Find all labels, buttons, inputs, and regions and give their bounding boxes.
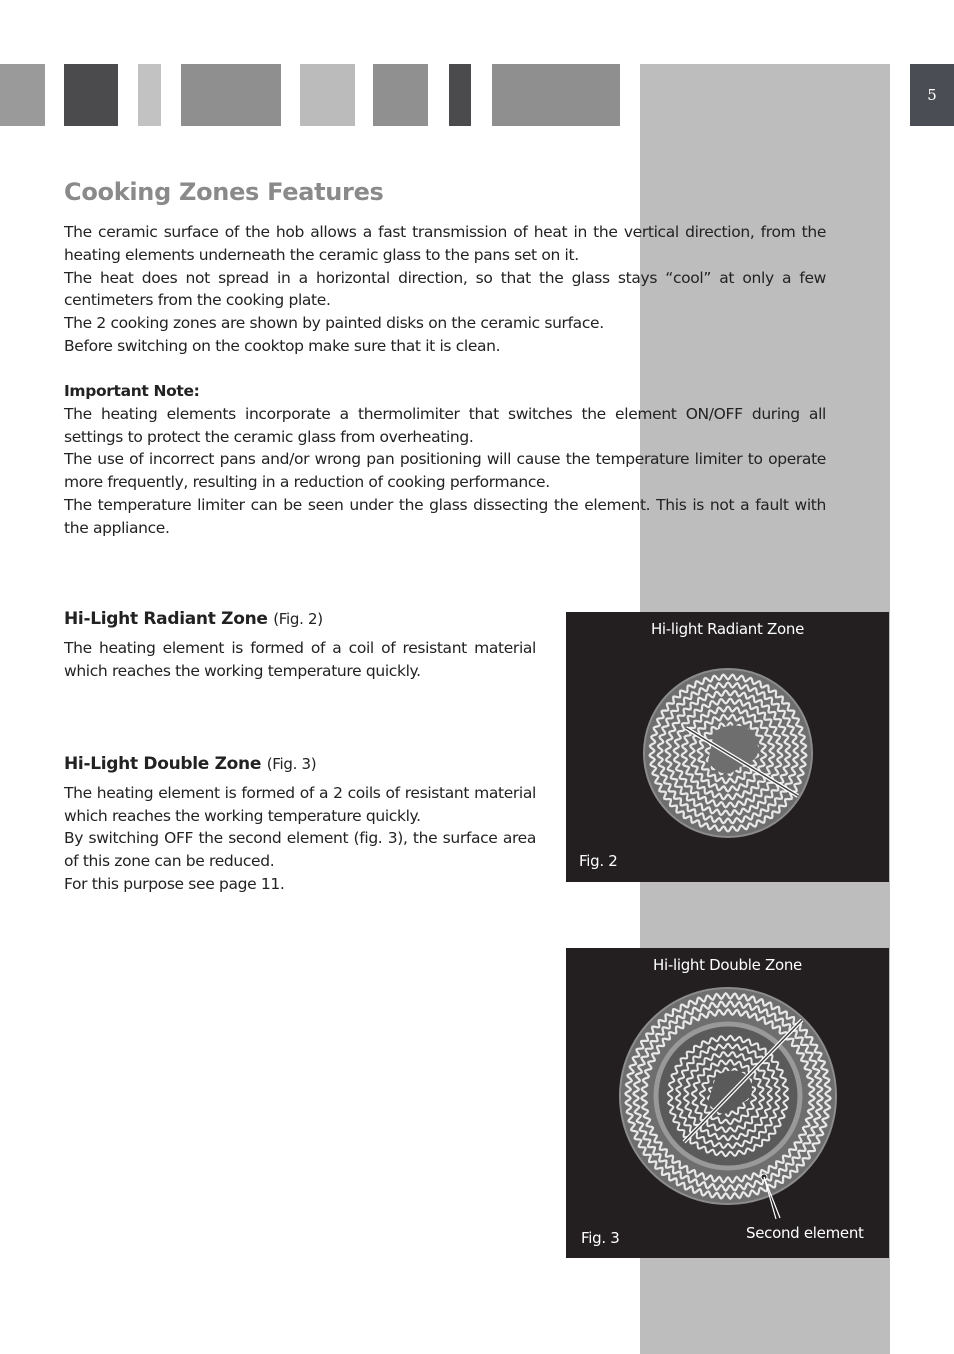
radiant-zone-heading [64, 608, 536, 631]
figure-2 [566, 612, 889, 882]
note-paragraph: The heating elements incorporate a thermolimiter that switches the element ON/OFF during all settings to protect the ceramic glass from overheating. [64, 404, 826, 446]
header-block-5 [300, 64, 355, 126]
intro-paragraph: The 2 cooking zones are shown by painted disks on the ceramic surface. [64, 314, 604, 333]
header-block-3 [138, 64, 161, 126]
double-zone-title: Hi-Light Double Zone [64, 754, 262, 774]
note-paragraph: The temperature limiter can be seen under the glass dissecting the element. This is not a fault with the appliance. [64, 495, 826, 537]
important-note [64, 380, 826, 540]
radiant-zone-illustration [566, 612, 889, 882]
figure-3-title: Hi-light Double Zone [653, 956, 802, 974]
header-block-4 [181, 64, 281, 126]
figure-2-label: Fig. 2 [579, 852, 618, 870]
double-zone-heading [64, 753, 536, 776]
double-zone-section [64, 753, 536, 896]
second-element-callout: Second element [746, 1224, 864, 1242]
double-zone-illustration [566, 948, 889, 1258]
header-block-7 [449, 64, 471, 126]
double-zone-paragraph: For this purpose see page 11. [64, 874, 285, 893]
header-block-1 [0, 64, 45, 126]
radiant-zone-fig-ref: (Fig. 2) [273, 610, 323, 628]
radiant-zone-paragraph: The heating element is formed of a coil of resistant material which reaches the working temperature quickly. [64, 638, 536, 680]
double-zone-fig-ref: (Fig. 3) [266, 755, 317, 773]
radiant-zone-title: Hi-Light Radiant Zone [64, 609, 268, 629]
page-title: Cooking Zones Features [64, 178, 384, 206]
figure-2-title: Hi-light Radiant Zone [650, 620, 805, 638]
intro-text [64, 221, 826, 358]
figure-3-label: Fig. 3 [581, 1229, 620, 1247]
intro-paragraph: The heat does not spread in a horizontal direction, so that the glass stays “cool” at only a few centimeters from the cooking plate. [64, 268, 826, 310]
intro-paragraph: The ceramic surface of the hob allows a fast transmission of heat in the vertical direction, from the heating elements underneath the ceramic glass to the pans set on it. [64, 223, 826, 264]
page-number: 5 [910, 64, 954, 126]
header-block-8 [492, 64, 620, 126]
important-note-heading: Important Note: [64, 382, 200, 400]
double-zone-paragraph: The heating element is formed of a 2 coils of resistant material which reaches the working temperature quickly. [64, 783, 536, 825]
figure-3 [566, 948, 889, 1258]
header-block-6 [373, 64, 428, 126]
radiant-zone-section [64, 608, 536, 682]
double-zone-paragraph: By switching OFF the second element (fig. 3), the surface area of this zone can be reduced. [64, 829, 536, 871]
intro-paragraph: Before switching on the cooktop make sure that it is clean. [64, 336, 501, 355]
note-paragraph: The use of incorrect pans and/or wrong pan positioning will cause the temperature limiter to operate more frequently, resulting in a reduction of cooking performance. [64, 450, 826, 492]
header-block-2 [64, 64, 118, 126]
